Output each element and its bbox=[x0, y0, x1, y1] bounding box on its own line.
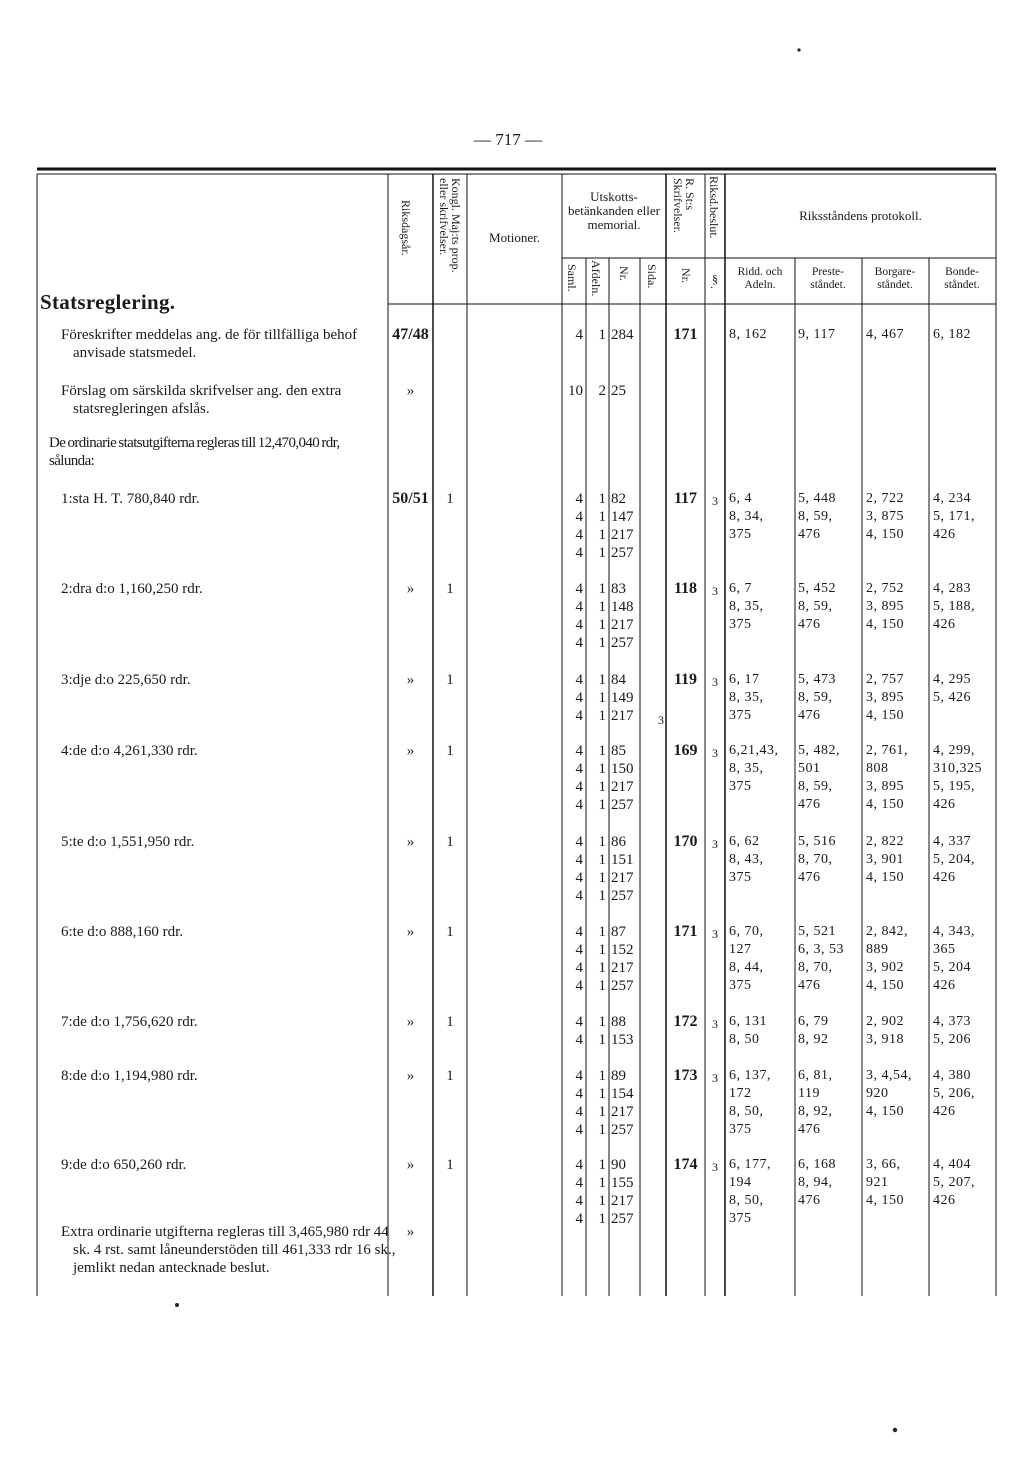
cell-ridd: 375 bbox=[729, 1122, 752, 1137]
header-bonde: Bonde- ståndet. bbox=[944, 266, 980, 291]
cell-saml: 4 bbox=[575, 942, 583, 958]
cell-saml: 4 bbox=[575, 797, 583, 813]
cell-afdeln: 1 bbox=[598, 743, 606, 759]
cell-prest: 8, 59, bbox=[798, 690, 833, 705]
cell-afdeln: 1 bbox=[598, 527, 606, 543]
cell-ridd: 8, 34, bbox=[729, 509, 764, 524]
cell-ridd: 375 bbox=[729, 617, 752, 632]
cell-saml: 4 bbox=[575, 527, 583, 543]
cell-prest: 5, 452 bbox=[798, 581, 836, 596]
cell-ridd: 8, 50, bbox=[729, 1104, 764, 1119]
cell-borg: 3, 895 bbox=[866, 599, 904, 614]
cell-prest: 476 bbox=[798, 978, 821, 993]
cell-afdeln: 1 bbox=[598, 924, 606, 940]
cell-riksdagsar: » bbox=[406, 672, 415, 688]
cell-rsts-nr: 118 bbox=[673, 580, 698, 597]
cell-bonde: 4, 234 bbox=[933, 491, 971, 506]
cell-prest: 476 bbox=[798, 1122, 821, 1137]
cell-nr: 151 bbox=[611, 852, 634, 868]
cell-saml: 4 bbox=[575, 1014, 583, 1030]
header-afdeln: Afdeln. bbox=[589, 260, 603, 297]
cell-borg: 4, 150 bbox=[866, 527, 904, 542]
cell-rsts-nr: 169 bbox=[673, 742, 698, 759]
cell-borg: 2, 757 bbox=[866, 672, 904, 687]
cell-bonde: 4, 343, bbox=[933, 924, 975, 939]
cell-paragraf: 3 bbox=[712, 1017, 718, 1031]
cell-nr: 257 bbox=[611, 545, 634, 561]
header-rsts-nr: Nr. bbox=[679, 268, 693, 283]
cell-borg: 3, 895 bbox=[866, 779, 904, 794]
cell-saml: 4 bbox=[575, 743, 583, 759]
cell-saml: 4 bbox=[575, 852, 583, 868]
cell-prest: 501 bbox=[798, 761, 821, 776]
cell-nr: 149 bbox=[611, 690, 634, 706]
cell-ridd: 375 bbox=[729, 527, 752, 542]
row-description: 5:te d:o 1,551,950 rdr. bbox=[61, 834, 195, 850]
cell-prest: 8, 59, bbox=[798, 509, 833, 524]
cell-ridd: 8, 43, bbox=[729, 852, 764, 867]
cell-saml: 4 bbox=[575, 581, 583, 597]
row-description: De ordinarie statsutgifterna regleras till 12,470,040 rdr, sålunda: bbox=[49, 435, 340, 469]
cell-prop: 1 bbox=[446, 1068, 454, 1084]
cell-nr: 217 bbox=[611, 708, 634, 724]
cell-nr: 154 bbox=[611, 1086, 634, 1102]
cell-prest: 8, 59, bbox=[798, 599, 833, 614]
cell-afdeln: 1 bbox=[598, 797, 606, 813]
cell-afdeln: 1 bbox=[598, 888, 606, 904]
cell-afdeln: 1 bbox=[598, 1086, 606, 1102]
cell-bonde: 5, 204 bbox=[933, 960, 971, 975]
cell-saml: 4 bbox=[575, 834, 583, 850]
row-description: Förslag om särskilda skrifvelser ang. den extra statsregleringen afslås. bbox=[61, 383, 342, 417]
cell-saml: 4 bbox=[575, 1086, 583, 1102]
cell-ridd: 375 bbox=[729, 779, 752, 794]
cell-bonde: 426 bbox=[933, 870, 956, 885]
cell-saml: 4 bbox=[575, 888, 583, 904]
cell-nr: 217 bbox=[611, 1104, 634, 1120]
header-paragraf: §. bbox=[708, 272, 722, 289]
cell-bonde: 4, 337 bbox=[933, 834, 971, 849]
cell-ridd: 8, 44, bbox=[729, 960, 764, 975]
cell-afdeln: 1 bbox=[598, 545, 606, 561]
cell-prest: 476 bbox=[798, 797, 821, 812]
cell-prop: 1 bbox=[446, 924, 454, 940]
row-description: Extra ordinarie utgifterna regleras till 3,465,980 rdr 44 sk. 4 rst. samt låneunderstöden till 461,333 rdr 16 sk., jemlikt nedan antecknade beslut. bbox=[61, 1224, 396, 1276]
cell-prest: 6, 81, bbox=[798, 1068, 833, 1083]
cell-afdeln: 1 bbox=[598, 690, 606, 706]
cell-nr: 257 bbox=[611, 978, 634, 994]
row-description: 8:de d:o 1,194,980 rdr. bbox=[61, 1068, 198, 1084]
cell-nr: 150 bbox=[611, 761, 634, 777]
cell-saml: 4 bbox=[575, 672, 583, 688]
cell-riksdagsar: 50/51 bbox=[392, 490, 429, 507]
cell-borg: 4, 150 bbox=[866, 708, 904, 723]
cell-nr: 82 bbox=[611, 491, 626, 507]
cell-paragraf: 3 bbox=[712, 494, 718, 508]
cell-nr: 83 bbox=[611, 581, 626, 597]
cell-nr: 217 bbox=[611, 870, 634, 886]
cell-afdeln: 1 bbox=[598, 834, 606, 850]
cell-prop: 1 bbox=[446, 491, 454, 507]
cell-afdeln: 1 bbox=[598, 1032, 606, 1048]
cell-prop: 1 bbox=[446, 834, 454, 850]
cell-borg: 4, 150 bbox=[866, 1193, 904, 1208]
cell-prop: 1 bbox=[446, 672, 454, 688]
cell-nr: 85 bbox=[611, 743, 626, 759]
cell-afdeln: 1 bbox=[598, 635, 606, 651]
cell-bonde: 310,325 bbox=[933, 761, 982, 776]
cell-nr: 284 bbox=[611, 327, 634, 343]
cell-prest: 5, 521 bbox=[798, 924, 836, 939]
cell-saml: 4 bbox=[575, 870, 583, 886]
header-prest: Preste- ståndet. bbox=[810, 266, 846, 291]
cell-prest: 9, 117 bbox=[798, 327, 836, 342]
cell-borg: 4, 150 bbox=[866, 617, 904, 632]
header-borg: Borgare- ståndet. bbox=[874, 266, 916, 291]
cell-ridd: 375 bbox=[729, 978, 752, 993]
cell-saml: 4 bbox=[575, 924, 583, 940]
cell-borg: 920 bbox=[866, 1086, 889, 1101]
cell-borg: 4, 150 bbox=[866, 870, 904, 885]
cell-saml: 4 bbox=[575, 1157, 583, 1173]
cell-afdeln: 1 bbox=[598, 761, 606, 777]
cell-afdeln: 1 bbox=[598, 942, 606, 958]
cell-ridd: 8, 35, bbox=[729, 690, 764, 705]
cell-borg: 3, 4,54, bbox=[866, 1068, 912, 1083]
cell-saml: 4 bbox=[575, 1104, 583, 1120]
cell-bonde: 5, 206, bbox=[933, 1086, 975, 1101]
cell-prest: 476 bbox=[798, 870, 821, 885]
cell-paragraf: 3 bbox=[712, 746, 718, 760]
cell-saml: 4 bbox=[575, 779, 583, 795]
cell-ridd: 6, 17 bbox=[729, 672, 760, 687]
cell-saml: 4 bbox=[575, 1122, 583, 1138]
cell-prest: 5, 448 bbox=[798, 491, 836, 506]
cell-afdeln: 1 bbox=[598, 960, 606, 976]
row-description: 2:dra d:o 1,160,250 rdr. bbox=[61, 581, 203, 597]
cell-ridd: 6, 177, bbox=[729, 1157, 771, 1172]
cell-riksdagsar: » bbox=[406, 1068, 415, 1084]
cell-bonde: 426 bbox=[933, 527, 956, 542]
cell-nr: 257 bbox=[611, 1122, 634, 1138]
cell-nr: 147 bbox=[611, 509, 634, 525]
cell-rsts-nr: 119 bbox=[673, 671, 698, 688]
cell-paragraf: 3 bbox=[712, 927, 718, 941]
cell-afdeln: 1 bbox=[598, 852, 606, 868]
cell-borg: 2, 761, bbox=[866, 743, 908, 758]
cell-afdeln: 2 bbox=[598, 383, 606, 399]
cell-bonde: 5, 426 bbox=[933, 690, 971, 705]
cell-nr: 217 bbox=[611, 617, 634, 633]
cell-bonde: 5, 195, bbox=[933, 779, 975, 794]
cell-afdeln: 1 bbox=[598, 509, 606, 525]
header-nr: Nr. bbox=[617, 266, 631, 281]
cell-bonde: 365 bbox=[933, 942, 956, 957]
cell-borg: 808 bbox=[866, 761, 889, 776]
cell-borg: 2, 752 bbox=[866, 581, 904, 596]
cell-borg: 2, 902 bbox=[866, 1014, 904, 1029]
cell-bonde: 4, 380 bbox=[933, 1068, 971, 1083]
cell-ridd: 6, 137, bbox=[729, 1068, 771, 1083]
cell-afdeln: 1 bbox=[598, 1014, 606, 1030]
cell-prest: 476 bbox=[798, 617, 821, 632]
cell-prop: 1 bbox=[446, 743, 454, 759]
page-number: — 717 — bbox=[474, 130, 542, 149]
cell-prest: 119 bbox=[798, 1086, 820, 1101]
cell-prop: 1 bbox=[446, 581, 454, 597]
cell-ridd: 194 bbox=[729, 1175, 752, 1190]
cell-prest: 8, 92, bbox=[798, 1104, 833, 1119]
cell-prest: 476 bbox=[798, 708, 821, 723]
row-description: 7:de d:o 1,756,620 rdr. bbox=[61, 1014, 198, 1030]
cell-prest: 5, 473 bbox=[798, 672, 836, 687]
cell-riksdagsar: 47/48 bbox=[392, 326, 429, 343]
cell-nr: 217 bbox=[611, 960, 634, 976]
cell-prop: 1 bbox=[446, 1014, 454, 1030]
cell-riksdagsar: » bbox=[406, 581, 415, 597]
cell-nr: 217 bbox=[611, 779, 634, 795]
cell-nr: 90 bbox=[611, 1157, 626, 1173]
cell-borg: 4, 150 bbox=[866, 978, 904, 993]
row-description: 3:dje d:o 225,650 rdr. bbox=[61, 672, 191, 688]
cell-bonde: 6, 182 bbox=[933, 327, 971, 342]
cell-afdeln: 1 bbox=[598, 870, 606, 886]
cell-bonde: 4, 295 bbox=[933, 672, 971, 687]
cell-bonde: 4, 373 bbox=[933, 1014, 971, 1029]
cell-prest: 8, 59, bbox=[798, 779, 833, 794]
cell-ridd: 375 bbox=[729, 708, 752, 723]
cell-saml: 10 bbox=[568, 383, 583, 399]
cell-saml: 4 bbox=[575, 1068, 583, 1084]
cell-saml: 4 bbox=[575, 617, 583, 633]
cell-prest: 8, 70, bbox=[798, 852, 833, 867]
cell-afdeln: 1 bbox=[598, 1104, 606, 1120]
cell-prest: 8, 94, bbox=[798, 1175, 833, 1190]
cell-afdeln: 1 bbox=[598, 672, 606, 688]
cell-bonde: 4, 283 bbox=[933, 581, 971, 596]
cell-borg: 3, 875 bbox=[866, 509, 904, 524]
cell-nr: 217 bbox=[611, 1193, 634, 1209]
cell-afdeln: 1 bbox=[598, 491, 606, 507]
cell-nr: 152 bbox=[611, 942, 634, 958]
cell-saml: 4 bbox=[575, 960, 583, 976]
cell-rsts-nr: 170 bbox=[673, 833, 698, 850]
cell-borg: 3, 902 bbox=[866, 960, 904, 975]
cell-prest: 5, 482, bbox=[798, 743, 840, 758]
cell-saml: 4 bbox=[575, 708, 583, 724]
cell-borg: 3, 901 bbox=[866, 852, 904, 867]
cell-sida: 3 bbox=[658, 713, 664, 727]
cell-afdeln: 1 bbox=[598, 1175, 606, 1191]
cell-ridd: 127 bbox=[729, 942, 752, 957]
cell-borg: 4, 467 bbox=[866, 327, 904, 342]
cell-prest: 8, 92 bbox=[798, 1032, 829, 1047]
cell-prest: 476 bbox=[798, 527, 821, 542]
cell-borg: 4, 150 bbox=[866, 1104, 904, 1119]
cell-prest: 6, 79 bbox=[798, 1014, 829, 1029]
cell-bonde: 426 bbox=[933, 1104, 956, 1119]
cell-afdeln: 1 bbox=[598, 978, 606, 994]
cell-afdeln: 1 bbox=[598, 617, 606, 633]
cell-afdeln: 1 bbox=[598, 1122, 606, 1138]
cell-afdeln: 1 bbox=[598, 599, 606, 615]
cell-ridd: 375 bbox=[729, 870, 752, 885]
cell-ridd: 6, 4 bbox=[729, 491, 752, 506]
cell-borg: 4, 150 bbox=[866, 797, 904, 812]
cell-borg: 2, 842, bbox=[866, 924, 908, 939]
cell-saml: 4 bbox=[575, 327, 583, 343]
cell-bonde: 426 bbox=[933, 797, 956, 812]
cell-saml: 4 bbox=[575, 1032, 583, 1048]
cell-nr: 84 bbox=[611, 672, 626, 688]
cell-afdeln: 1 bbox=[598, 1211, 606, 1227]
cell-rsts-nr: 171 bbox=[673, 326, 698, 343]
cell-prop: 1 bbox=[446, 1157, 454, 1173]
cell-prest: 8, 70, bbox=[798, 960, 833, 975]
cell-saml: 4 bbox=[575, 690, 583, 706]
cell-paragraf: 3 bbox=[712, 837, 718, 851]
cell-prest: 6, 168 bbox=[798, 1157, 836, 1172]
cell-riksdagsar: » bbox=[406, 1014, 415, 1030]
cell-saml: 4 bbox=[575, 1175, 583, 1191]
cell-saml: 4 bbox=[575, 545, 583, 561]
header-kongl: Kongl. Maj:ts prop. eller skrifvelser. bbox=[437, 178, 463, 273]
cell-paragraf: 3 bbox=[712, 1071, 718, 1085]
section-title: Statsreglering. bbox=[40, 290, 176, 314]
cell-afdeln: 1 bbox=[598, 1068, 606, 1084]
cell-afdeln: 1 bbox=[598, 779, 606, 795]
cell-ridd: 6, 7 bbox=[729, 581, 752, 596]
cell-saml: 4 bbox=[575, 509, 583, 525]
cell-bonde: 426 bbox=[933, 978, 956, 993]
cell-prest: 6, 3, 53 bbox=[798, 942, 844, 957]
cell-riksdagsar: » bbox=[406, 1157, 415, 1173]
cell-nr: 86 bbox=[611, 834, 626, 850]
cell-riksdagsar: » bbox=[406, 924, 415, 940]
cell-saml: 4 bbox=[575, 761, 583, 777]
cell-ridd: 6,21,43, bbox=[729, 743, 779, 758]
cell-paragraf: 3 bbox=[712, 675, 718, 689]
header-utskott: Utskotts- betänkanden eller memorial. bbox=[567, 189, 661, 232]
cell-nr: 217 bbox=[611, 527, 634, 543]
cell-saml: 4 bbox=[575, 491, 583, 507]
row-description: 4:de d:o 4,261,330 rdr. bbox=[61, 743, 198, 759]
cell-borg: 2, 822 bbox=[866, 834, 904, 849]
cell-ridd: 6, 70, bbox=[729, 924, 764, 939]
cell-rsts-nr: 171 bbox=[673, 923, 698, 940]
cell-riksdagsar: » bbox=[406, 834, 415, 850]
header-protokoll: Riksståndens protokoll. bbox=[799, 208, 922, 223]
row-description: 9:de d:o 650,260 rdr. bbox=[61, 1157, 187, 1173]
header-riksdagsar: Riksdagsår. bbox=[399, 200, 413, 256]
cell-ridd: 8, 50 bbox=[729, 1032, 760, 1047]
cell-bonde: 4, 299, bbox=[933, 743, 975, 758]
header-saml: Saml. bbox=[565, 264, 579, 292]
cell-riksdagsar: » bbox=[406, 743, 415, 759]
cell-riksdagsar: » bbox=[406, 383, 415, 399]
cell-ridd: 6, 62 bbox=[729, 834, 760, 849]
cell-rsts-nr: 173 bbox=[673, 1067, 698, 1084]
cell-nr: 257 bbox=[611, 888, 634, 904]
cell-borg: 3, 918 bbox=[866, 1032, 904, 1047]
cell-prest: 476 bbox=[798, 1193, 821, 1208]
cell-rsts-nr: 172 bbox=[673, 1013, 698, 1030]
cell-borg: 3, 895 bbox=[866, 690, 904, 705]
cell-bonde: 5, 206 bbox=[933, 1032, 971, 1047]
cell-paragraf: 3 bbox=[712, 1160, 718, 1174]
header-rsts: R. St:s Skrifvelser. bbox=[671, 178, 697, 233]
header-motioner: Motioner. bbox=[489, 230, 540, 245]
cell-bonde: 426 bbox=[933, 1193, 956, 1208]
cell-afdeln: 1 bbox=[598, 581, 606, 597]
cell-ridd: 8, 35, bbox=[729, 599, 764, 614]
cell-nr: 25 bbox=[611, 383, 626, 399]
row-description: 6:te d:o 888,160 rdr. bbox=[61, 924, 184, 940]
cell-saml: 4 bbox=[575, 1211, 583, 1227]
cell-nr: 155 bbox=[611, 1175, 634, 1191]
cell-borg: 921 bbox=[866, 1175, 889, 1190]
row-description: Föreskrifter meddelas ang. de för tillfälliga behof anvisade statsmedel. bbox=[61, 327, 358, 361]
cell-nr: 148 bbox=[611, 599, 634, 615]
cell-nr: 257 bbox=[611, 1211, 634, 1227]
cell-borg: 889 bbox=[866, 942, 889, 957]
cell-ridd: 172 bbox=[729, 1086, 752, 1101]
cell-bonde: 5, 171, bbox=[933, 509, 975, 524]
cell-afdeln: 1 bbox=[598, 708, 606, 724]
cell-borg: 2, 722 bbox=[866, 491, 904, 506]
cell-riksdagsar: » bbox=[406, 1224, 415, 1240]
header-sida: Sida. bbox=[645, 264, 659, 289]
cell-saml: 4 bbox=[575, 635, 583, 651]
cell-ridd: 375 bbox=[729, 1211, 752, 1226]
cell-bonde: 5, 188, bbox=[933, 599, 975, 614]
cell-ridd: 6, 131 bbox=[729, 1014, 767, 1029]
cell-saml: 4 bbox=[575, 599, 583, 615]
header-ridd: Ridd. och Adeln. bbox=[737, 266, 783, 291]
cell-nr: 88 bbox=[611, 1014, 626, 1030]
cell-saml: 4 bbox=[575, 1193, 583, 1209]
cell-nr: 257 bbox=[611, 797, 634, 813]
header-riksdbeslut: Riksd.beslut. bbox=[707, 176, 721, 239]
cell-afdeln: 1 bbox=[598, 1193, 606, 1209]
cell-afdeln: 1 bbox=[598, 1157, 606, 1173]
cell-paragraf: 3 bbox=[712, 584, 718, 598]
cell-bonde: 5, 207, bbox=[933, 1175, 975, 1190]
cell-rsts-nr: 117 bbox=[673, 490, 698, 507]
cell-prest: 5, 516 bbox=[798, 834, 836, 849]
cell-nr: 153 bbox=[611, 1032, 634, 1048]
cell-ridd: 8, 50, bbox=[729, 1193, 764, 1208]
cell-ridd: 8, 35, bbox=[729, 761, 764, 776]
row-description: 1:sta H. T. 780,840 rdr. bbox=[61, 491, 200, 507]
cell-borg: 3, 66, bbox=[866, 1157, 901, 1172]
cell-nr: 257 bbox=[611, 635, 634, 651]
cell-nr: 89 bbox=[611, 1068, 626, 1084]
cell-bonde: 426 bbox=[933, 617, 956, 632]
cell-saml: 4 bbox=[575, 978, 583, 994]
cell-bonde: 4, 404 bbox=[933, 1157, 971, 1172]
cell-bonde: 5, 204, bbox=[933, 852, 975, 867]
cell-nr: 87 bbox=[611, 924, 626, 940]
cell-ridd: 8, 162 bbox=[729, 327, 767, 342]
cell-rsts-nr: 174 bbox=[673, 1156, 698, 1173]
cell-afdeln: 1 bbox=[598, 327, 606, 343]
